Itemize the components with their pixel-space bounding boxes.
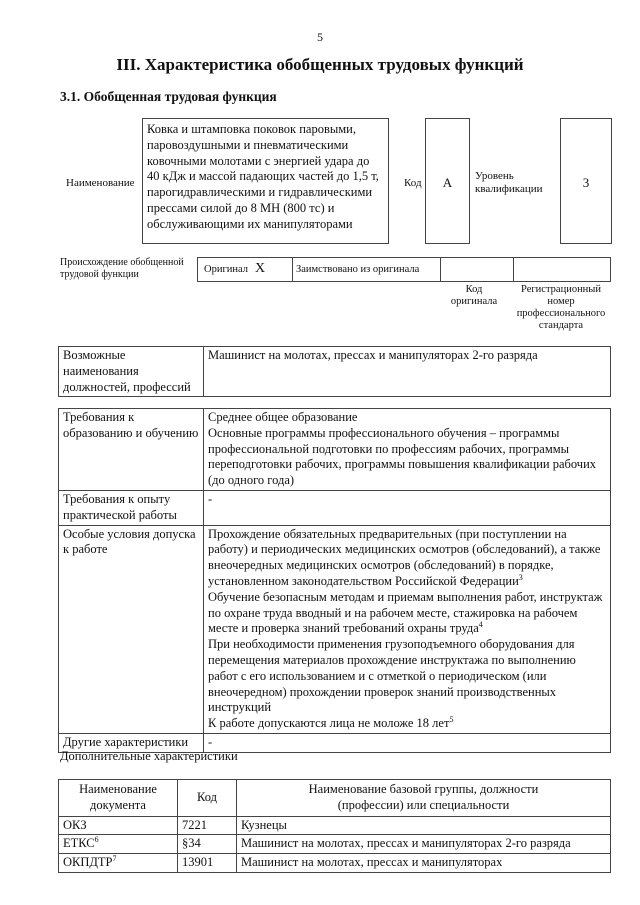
code-value: А xyxy=(442,175,453,190)
code-caption: Код оригинала xyxy=(450,284,498,307)
table-row xyxy=(59,854,611,873)
row-doc: ОКЗ xyxy=(59,816,178,835)
level-value: 3 xyxy=(582,175,590,190)
borrowed-label: Заимствовано из оригинала xyxy=(296,264,420,275)
special-p4: К работе допускаются лица не моложе 18 лет$^5$ xyxy=(208,714,454,731)
footnote-ref-5: 5 xyxy=(449,714,454,724)
positions-value: Машинист на молотах, прессах и манипуляторах 2-го разряда xyxy=(204,347,611,397)
function-name-box: Ковка и штамповка поковок паровыми, паровоздушными и пневматическими ковочными молотами с энергией удара до 40 кДж и массой падающих частей до 1,5 т, парогидравлическими и гидравлическими прессами силой до 8 МН (800 тс) и обслуживающими их манипуляторами xyxy=(142,118,389,244)
experience-value: - xyxy=(204,490,611,525)
level-box xyxy=(560,118,612,244)
row-code: §34 xyxy=(178,835,237,854)
other-value: - xyxy=(204,733,611,752)
positions-label: Возможные наименования должностей, профессий xyxy=(59,347,204,397)
code-box xyxy=(425,118,470,244)
positions-table xyxy=(58,346,611,397)
additional-title: Дополнительные характеристики xyxy=(60,749,238,763)
col-doc-header: Наименование документа xyxy=(59,780,178,817)
table-row xyxy=(59,816,611,835)
borrowed-cell xyxy=(292,258,441,281)
requirements-table xyxy=(58,408,611,753)
table-row xyxy=(59,835,611,854)
education-line-1: Среднее общее образование xyxy=(208,410,358,424)
row-code: 13901 xyxy=(178,854,237,873)
special-p2: Обучение безопасным методам и приемам выполнения работ, инструктаж по охране труда вводный и на рабочем месте, стажировка на рабочем месте и проверка знаний требований охраны труда$^4$ xyxy=(208,589,603,636)
page-number: 5 xyxy=(317,30,323,44)
section-title: III. Характеристика обобщенных трудовых функций xyxy=(116,55,524,74)
education-line-2: Основные программы профессионального обучения – программы профессиональной подготовки по профессиям рабочих, программы переподготовки рабочих, программы повышения квалификации рабочих (до одного года) xyxy=(208,425,597,488)
origin-code-cell xyxy=(441,258,514,281)
footnote-ref-4: 4 xyxy=(478,620,483,630)
reg-caption: Регистрационный номер профессионального стандарта xyxy=(516,284,606,331)
row-doc: ОКПДТР$^7$ xyxy=(59,854,178,873)
col-name-header: Наименование базовой группы, должности (профессии) или специальности xyxy=(237,780,611,817)
origin-table xyxy=(197,257,611,282)
row-name: Кузнецы xyxy=(237,816,611,835)
code-label: Код xyxy=(404,177,422,189)
col-code-header: Код xyxy=(178,780,237,817)
other-label: Другие характеристики xyxy=(59,733,204,752)
row-name: Машинист на молотах, прессах и манипуляторах xyxy=(237,854,611,873)
original-mark: X xyxy=(255,261,266,276)
education-value xyxy=(204,409,611,491)
footnote-ref-3: 3 xyxy=(518,572,523,582)
level-label: Уровень квалификации xyxy=(475,170,543,195)
name-label: Наименование xyxy=(66,177,135,189)
footnote-ref-6: 6 xyxy=(94,835,99,845)
origin-label: Происхождение обобщенной трудовой функции xyxy=(60,257,184,280)
special-label: Особые условия допуска к работе xyxy=(59,525,204,733)
additional-table xyxy=(58,779,611,873)
row-doc: ЕТКС$^6$ xyxy=(59,835,178,854)
special-value xyxy=(204,525,611,733)
special-p3: При необходимости применения грузоподъемного оборудования для перемещения материалов прохождение инструктажа по выполнению работ с его использованием и с отметкой о периодическом (или внеочередном) прохождении проверок знаний производственных инструкций xyxy=(208,637,576,715)
education-label: Требования к образованию и обучению xyxy=(59,409,204,491)
row-code: 7221 xyxy=(178,816,237,835)
footnote-ref-7: 7 xyxy=(112,854,117,864)
original-cell xyxy=(198,258,293,281)
special-p1: Прохождение обязательных предварительных (при поступлении на работу) и периодических медицинских осмотров (обследований), а также внеочередных медицинских осмотров (обследований) в порядке, установленном законодательством Российской Федерации$^3$ xyxy=(208,526,601,588)
row-name: Машинист на молотах, прессах и манипуляторах 2-го разряда xyxy=(237,835,611,854)
subsection-title: 3.1. Обобщенная трудовая функция xyxy=(60,89,277,104)
experience-label: Требования к опыту практической работы xyxy=(59,490,204,525)
original-label: Оригинал xyxy=(204,264,248,275)
